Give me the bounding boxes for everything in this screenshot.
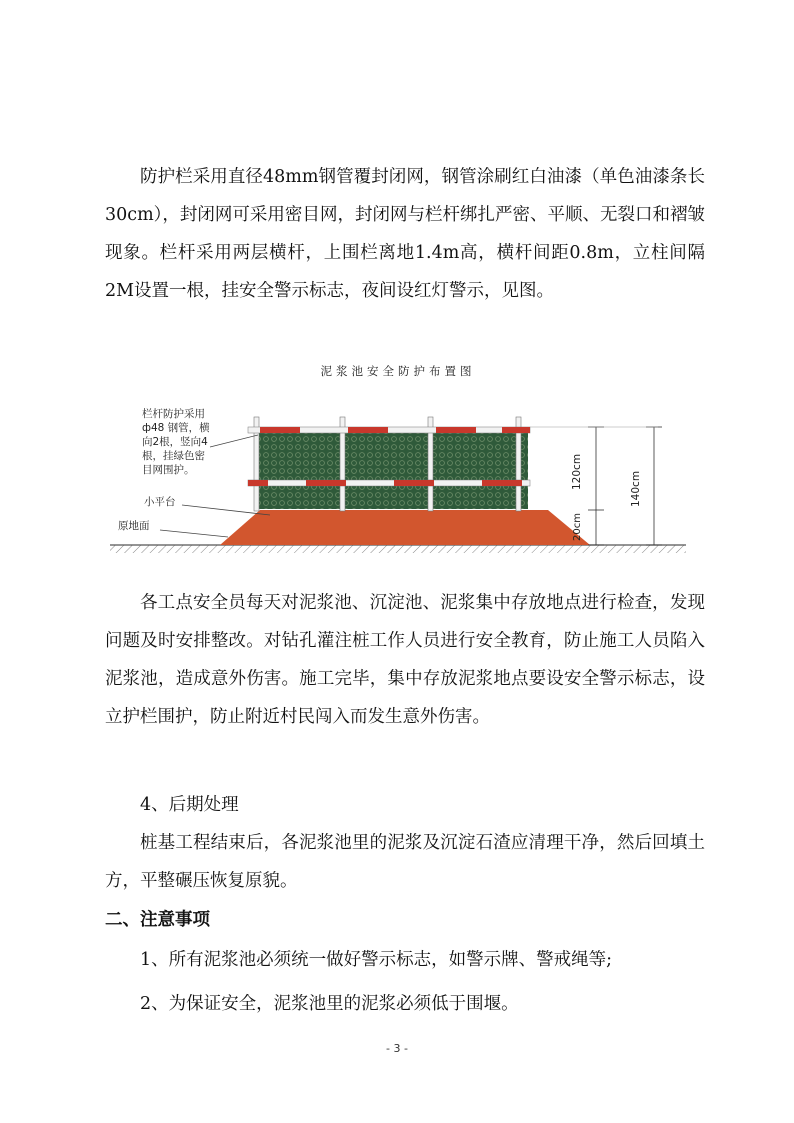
section-heading-notes: 二、注意事项 [105,910,210,930]
middle-rail [248,480,530,486]
paragraph-safety-inspection: 各工点安全员每天对泥浆池、沉淀池、泥浆集中存放地点进行检查，发现问题及时安排整改。对钻孔灌注桩工作人员进行安全教育，防止施工人员陷入泥浆池，造成意外伤害。施工完毕，集中存放泥浆地点要设安全警示标志，设立护栏围护，防止附近村民闯入而发生意外伤害。 [105,593,705,727]
note-item-1: 1、所有泥浆池必须统一做好警示标志，如警示牌、警戒绳等; [140,950,613,970]
dim-20-label: 20cm [572,513,583,541]
figure-title: 泥浆池安全防护布置图 [320,364,476,378]
paragraph-guardrail: 防护栏采用直径48mm钢管覆封闭网，钢管涂刷红白油漆（单色油漆条长30cm），封闭网可采用密目网，封闭网与栏杆绑扎严密、平顺、无裂口和褶皱现象。栏杆采用两层横杆，上围栏离地1.4m高，横杆间距0.8m，立柱间隔2M设置一根，挂安全警示标志，夜间设红灯警示，见图。 [105,167,705,301]
note-line-1: 栏杆防护采用 [142,408,205,420]
page-number: - 3 - [386,1042,408,1055]
figure-diagram [110,355,686,561]
dim-140-label: 140cm [630,470,642,507]
figure-mud-pit-layout [110,355,686,561]
note-line-4: 根，挂绿色密 [142,450,205,462]
subheading-post-processing: 4、后期处理 [140,795,239,815]
platform-label: 小平台 [144,496,176,508]
platform [220,510,590,545]
paragraph-cleanup: 桩基工程结束后，各泥浆池里的泥浆及沉淀石渣应清理干净，然后回填土方，平整碾压恢复原貌。 [105,833,705,891]
mesh-panel [258,427,528,509]
note-line-5: 目网围护。 [142,464,195,476]
ground-label: 原地面 [118,520,150,532]
note-line-3: 向2根，竖向4 [142,436,208,448]
dim-120-label: 120cm [571,453,583,490]
top-rail [248,427,530,433]
note-item-2: 2、为保证安全，泥浆池里的泥浆必须低于围堰。 [140,994,519,1014]
note-line-2: ф48 钢管，横 [142,422,210,434]
ground-hatch [110,545,686,553]
